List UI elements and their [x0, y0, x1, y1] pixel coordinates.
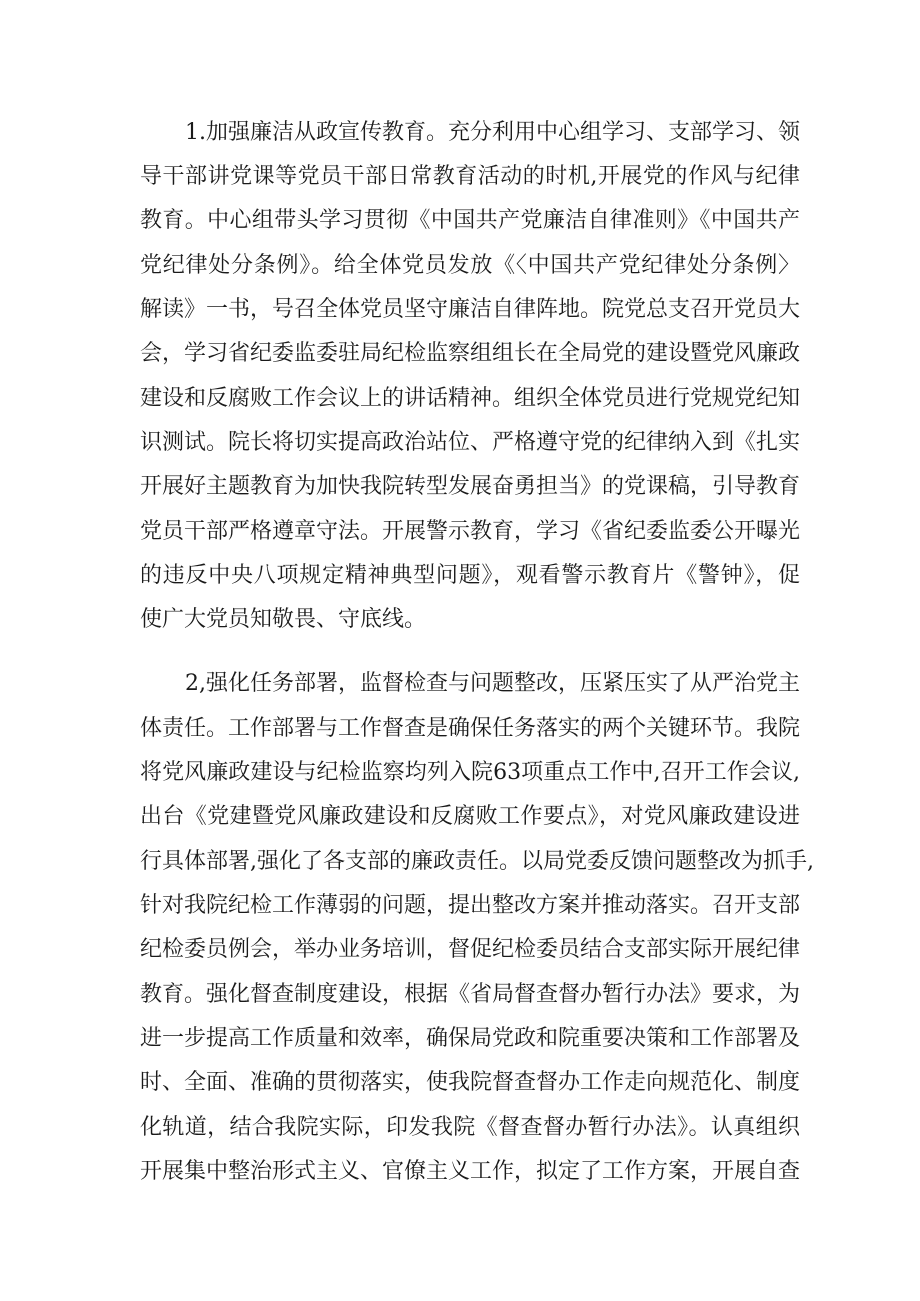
paragraph-1-line-5: 解读》一书，号召全体党员坚守廉洁自律阵地。院党总支召开党员大	[140, 297, 801, 322]
paragraph-2-line-10: 时、全面、准确的贯彻落实，使我院督查督办工作走向规范化、制度	[140, 1070, 801, 1095]
paragraph-2-line-8: 教育。强化督查制度建设，根据《省局督查督办暂行办法》要求，为	[140, 982, 801, 1007]
paragraph-2-line-11: 化轨道，结合我院实际，印发我院《督查督办暂行办法》。认真组织	[140, 1115, 800, 1140]
paragraph-2-line-6: 针对我院纪检工作薄弱的问题，提出整改方案并推动落实。召开支部	[140, 893, 801, 918]
paragraph-2-line-9: 进一步提高工作质量和效率，确保局党政和院重要决策和工作部署及	[140, 1026, 801, 1051]
paragraph-1-line-3: 教育。中心组带头学习贯彻《中国共产党廉洁自律准则》《中国共产	[140, 208, 800, 233]
paragraph-1-line-7: 建设和反腐败工作会议上的讲话精神。组织全体党员进行党规党纪知	[140, 386, 801, 411]
paragraph-2-line-5: 行具体部署,强化了各支部的廉政责任。以局党委反馈问题整改为抓手,	[140, 849, 814, 874]
paragraph-2-line-7: 纪检委员例会，举办业务培训，督促纪检委员结合支部实际开展纪律	[140, 937, 801, 962]
paragraph-1-line-2: 导干部讲党课等党员干部日常教育活动的时机,开展党的作风与纪律	[140, 164, 800, 189]
paragraph-2-line-12: 开展集中整治形式主义、官僚主义工作，拟定了工作方案，开展自查	[140, 1159, 801, 1184]
paragraph-2-line-3: 将党风廉政建设与纪检监察均列入院63项重点工作中,召开工作会议,	[140, 760, 800, 785]
paragraph-2-line-2: 体责任。工作部署与工作督查是确保任务落实的两个关键环节。我院	[140, 716, 801, 741]
paragraph-2-line-1: 2,强化任务部署，监督检查与问题整改，压紧压实了从严治党主	[185, 671, 800, 696]
paragraph-1-line-1: 1.加强廉洁从政宣传教育。充分利用中心组学习、支部学习、领	[185, 120, 800, 145]
paragraph-1-line-6: 会，学习省纪委监委驻局纪检监察组组长在全局党的建设暨党风廉政	[140, 341, 801, 366]
paragraph-1-line-11: 的违反中央八项规定精神典型问题》，观看警示教育片《警钟》，促	[140, 563, 800, 588]
paragraph-2-line-4: 出台《党建暨党风廉政建设和反腐败工作要点》，对党风廉政建设进	[140, 804, 800, 829]
paragraph-1-line-10: 党员干部严格遵章守法。开展警示教育，学习《省纪委监委公开曝光	[140, 519, 801, 544]
paragraph-1-line-4: 党纪律处分条例》。给全体党员发放《〈中国共产党纪律处分条例〉	[140, 253, 800, 278]
paragraph-1-line-8: 识测试。院长将切实提高政治站位、严格遵守党的纪律纳入到《扎实	[140, 430, 801, 455]
paragraph-1-line-9: 开展好主题教育为加快我院转型发展奋勇担当》的党课稿，引导教育	[140, 474, 801, 499]
paragraph-1-line-12: 使广大党员知敬畏、守底线。	[140, 607, 427, 632]
